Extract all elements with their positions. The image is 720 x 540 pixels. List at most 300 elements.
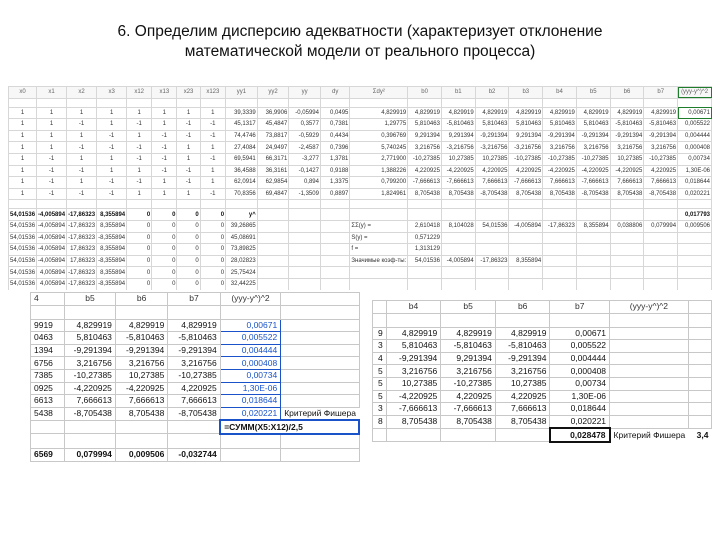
stat-extra: -4,005894 [441, 255, 475, 267]
sheet-cell: 0,020221 [678, 188, 712, 200]
empty-cell [281, 395, 359, 408]
sheet-cell: 73,8817 [257, 130, 289, 142]
empty-cell [281, 305, 359, 319]
lower-cell: 8,355894 [97, 244, 127, 256]
sheet-lower-row [9, 278, 712, 290]
sheet-cell: 74,4746 [226, 130, 258, 142]
sheet-cell: 1 [9, 142, 37, 154]
sheet-cell: 0,7396 [320, 142, 349, 154]
panel-cell: 7,666613 [168, 395, 220, 408]
empty-cell [688, 403, 711, 416]
panel-cell: 5 [373, 365, 387, 378]
sheet-cell: -1 [67, 165, 97, 177]
panel-cell: 0,00734 [550, 377, 610, 390]
lower-cell: 54,01536 [9, 255, 37, 267]
empty-cell [576, 244, 610, 256]
stat-label: Значимые коэф-ты: [350, 255, 408, 267]
sheet-cell: 0,8897 [320, 188, 349, 200]
panel-cell: -8,705438 [168, 407, 220, 420]
empty-cell [610, 327, 689, 340]
sheet-cell: 1 [9, 153, 37, 165]
empty-cell [220, 434, 281, 449]
empty-cell [495, 313, 550, 327]
criterion-label: Критерий Фишера [284, 408, 356, 419]
lower-cell: -8,355894 [97, 278, 127, 290]
column-header: b6 [610, 87, 644, 99]
sheet-cell: 69,5941 [226, 153, 258, 165]
sheet-cell: 1 [97, 107, 127, 119]
empty-cell [610, 232, 644, 244]
sheet-cell: 1,3375 [320, 177, 349, 189]
empty-cell [543, 98, 577, 107]
panel-cell: 4,829919 [168, 319, 220, 332]
left-blank-row [31, 434, 360, 449]
sheet-cell: -7,666613 [576, 177, 610, 189]
empty-cell [610, 415, 689, 428]
bottom-cell: -0,032744 [168, 448, 220, 461]
panel-cell: -5,810463 [495, 340, 550, 353]
sheet-cell: -1 [97, 142, 127, 154]
panel-cell: 3,216756 [495, 365, 550, 378]
sheet-cell: 69,4847 [257, 188, 289, 200]
lower-cell: 0 [200, 255, 225, 267]
sheet-cell: 10,27385 [441, 153, 475, 165]
lower-cell: -17,86323 [67, 278, 97, 290]
empty-cell [688, 327, 711, 340]
column-header: x123 [200, 87, 225, 99]
empty-cell [688, 415, 711, 428]
lower-cell: -17,86323 [67, 267, 97, 279]
coef-cell [509, 209, 543, 221]
sheet-cell: 0,005522 [678, 119, 712, 131]
lower-cell: 8,355894 [97, 267, 127, 279]
empty-cell [688, 352, 711, 365]
panel-cell: 4,220925 [495, 390, 550, 403]
title-line-1: 6. Определим дисперсию адекватности (характеризует отклонение [117, 23, 603, 40]
sheet-cell: 1 [177, 153, 200, 165]
coef-cell: 54,01536 [9, 209, 37, 221]
lower-cell: 0 [152, 278, 177, 290]
panel-cell: -7,666613 [386, 403, 441, 416]
lower-cell: 0 [200, 267, 225, 279]
sheet-cell: 8,705438 [543, 188, 577, 200]
empty-cell [257, 267, 289, 279]
empty-cell [168, 420, 220, 434]
panel-cell: 0,00671 [550, 327, 610, 340]
panel-cell: -10,27385 [441, 377, 496, 390]
formula-cell: =СУММ(X5:X12)/2,5 [220, 420, 359, 434]
panel-cell: 5 [373, 390, 387, 403]
empty-cell [543, 232, 577, 244]
column-header: (yyy-y^)^2 [678, 87, 712, 99]
stat-extra: -17,86323 [475, 255, 509, 267]
empty-cell [67, 98, 97, 107]
empty-cell [281, 319, 359, 332]
sheet-cell: 1 [9, 107, 37, 119]
stat-label: S(y) = [350, 232, 408, 244]
sheet-cell: -1 [37, 165, 67, 177]
lower-cell: 0 [127, 278, 152, 290]
empty-cell [441, 98, 475, 107]
empty-cell [644, 267, 678, 279]
empty-cell [281, 369, 359, 382]
lower-cell: -17,86323 [67, 232, 97, 244]
sheet-cell: -10,27385 [408, 153, 442, 165]
stat-extra: 0,038806 [610, 220, 644, 232]
panel-cell: -4,220925 [65, 382, 116, 395]
panel-cell: 5438 [31, 407, 65, 420]
column-header: b6 [115, 293, 167, 306]
empty-cell [678, 200, 712, 209]
empty-cell [373, 428, 387, 442]
left-zoom-panel [30, 292, 360, 462]
criterion-value: 3,4 [696, 429, 709, 440]
sheet-header-row [9, 87, 712, 99]
sheet-cell: -1 [152, 130, 177, 142]
sheet-cell: -8,705438 [475, 188, 509, 200]
sheet-cell: 1 [37, 119, 67, 131]
panel-cell: 0,018644 [220, 395, 281, 408]
lower-cell: 0 [152, 232, 177, 244]
lower-cell: -8,355894 [97, 232, 127, 244]
stat-extra: -17,86323 [543, 220, 577, 232]
sheet-cell: 66,3171 [257, 153, 289, 165]
sheet-cell: 0,00671 [678, 107, 712, 119]
panel-cell: 4,829919 [115, 319, 167, 332]
sheet-cell: -9,291394 [543, 130, 577, 142]
empty-cell [320, 232, 349, 244]
sheet-cell: 1 [200, 177, 225, 189]
empty-cell [177, 98, 200, 107]
sheet-cell: -1 [152, 142, 177, 154]
panel-cell: 3 [373, 340, 387, 353]
spreadsheet-overview [8, 86, 712, 290]
sheet-cell: 4,220925 [644, 165, 678, 177]
panel-cell: 9,291394 [441, 352, 496, 365]
sheet-cell: 36,4588 [226, 165, 258, 177]
panel-cell: 10,27385 [115, 369, 167, 382]
coef-cell [644, 209, 678, 221]
empty-cell [441, 244, 475, 256]
column-header: x2 [67, 87, 97, 99]
empty-cell [441, 267, 475, 279]
bottom-cell: 6569 [31, 448, 65, 461]
empty-cell [350, 98, 408, 107]
coef-cell [543, 209, 577, 221]
lower-cell: -4,005894 [37, 232, 67, 244]
empty-cell [678, 232, 712, 244]
sheet-data-row [9, 177, 712, 189]
panel-cell: -9,291394 [115, 344, 167, 357]
sheet-cell: 45,1317 [226, 119, 258, 131]
slide-title [60, 22, 660, 62]
sheet-cell: 1 [177, 142, 200, 154]
panel-cell: 0,00734 [220, 369, 281, 382]
sheet-cell: 62,9854 [257, 177, 289, 189]
panel-cell: 0,000408 [550, 365, 610, 378]
empty-cell [65, 434, 116, 449]
left-data-row [31, 319, 360, 332]
empty-cell [320, 278, 349, 290]
sheet-cell: -7,666613 [408, 177, 442, 189]
empty-cell [320, 200, 349, 209]
empty-cell [610, 403, 689, 416]
lower-cell: 54,01536 [9, 220, 37, 232]
empty-cell [408, 267, 442, 279]
panel-cell: 10,27385 [495, 377, 550, 390]
sheet-cell: -3,216756 [441, 142, 475, 154]
sheet-cell: 3,216756 [543, 142, 577, 154]
stat-value: 1,313129 [408, 244, 442, 256]
empty-cell [289, 98, 321, 107]
panel-cell: 8,705438 [495, 415, 550, 428]
lower-cell: 54,01536 [9, 278, 37, 290]
panel-cell: 0,004444 [220, 344, 281, 357]
right-data-row [373, 403, 712, 416]
empty-cell [408, 200, 442, 209]
sheet-cell: -1 [200, 153, 225, 165]
sheet-cell: -9,291394 [576, 130, 610, 142]
stat-extra: 8,355894 [509, 255, 543, 267]
sheet-cell: -1 [97, 177, 127, 189]
panel-cell: 6756 [31, 357, 65, 370]
empty-cell [289, 232, 321, 244]
empty-cell [97, 98, 127, 107]
empty-cell [289, 255, 321, 267]
sheet-cell: -8,705438 [576, 188, 610, 200]
sheet-cell: 3,216756 [610, 142, 644, 154]
sheet-cell: 1 [127, 188, 152, 200]
panel-cell: 3,216756 [65, 357, 116, 370]
coef-cell [610, 209, 644, 221]
coef-cell [441, 209, 475, 221]
empty-cell [168, 434, 220, 449]
sheet-cell: -9,291394 [475, 130, 509, 142]
sheet-cell: 45,4847 [257, 119, 289, 131]
panel-cell: 3,216756 [115, 357, 167, 370]
sheet-data-row [9, 130, 712, 142]
left-formula-row [31, 420, 360, 434]
empty-cell [289, 267, 321, 279]
empty-cell [281, 332, 359, 345]
sheet-cell: 0,7381 [320, 119, 349, 131]
criterion-label: Критерий Фишера [613, 429, 686, 440]
empty-cell [509, 278, 543, 290]
sheet-cell: 4,829919 [441, 107, 475, 119]
sheet-cell: 1 [177, 188, 200, 200]
sheet-data-row [9, 188, 712, 200]
empty-cell [441, 313, 496, 327]
lower-cell: 54,01536 [9, 244, 37, 256]
sheet-cell: -4,220925 [610, 165, 644, 177]
sheet-cell: -10,27385 [644, 153, 678, 165]
sheet-data-row [9, 119, 712, 131]
sheet-lower-row [9, 220, 712, 232]
empty-cell [644, 244, 678, 256]
empty-cell [350, 200, 408, 209]
empty-cell [168, 305, 220, 319]
column-header: yy1 [226, 87, 258, 99]
empty-cell [31, 420, 65, 434]
panel-cell: 5 [373, 377, 387, 390]
empty-cell [543, 200, 577, 209]
empty-cell [226, 200, 258, 209]
column-header: b1 [441, 87, 475, 99]
sheet-blank-row [9, 98, 712, 107]
column-header: b7 [644, 87, 678, 99]
empty-cell [320, 244, 349, 256]
empty-cell [495, 428, 550, 442]
empty-cell [373, 301, 387, 314]
sheet-cell: 10,27385 [475, 153, 509, 165]
empty-cell [475, 200, 509, 209]
lower-cell: 32,44225 [226, 278, 258, 290]
panel-cell: 8,705438 [386, 415, 441, 428]
sheet-cell: 7,666613 [644, 177, 678, 189]
panel-cell: 3 [373, 403, 387, 416]
sheet-cell: 7,666613 [610, 177, 644, 189]
empty-cell [644, 255, 678, 267]
sheet-cell: -1 [152, 153, 177, 165]
sheet-cell: -1 [200, 119, 225, 131]
coef-cell: 8,355894 [97, 209, 127, 221]
sheet-cell: 1 [97, 119, 127, 131]
empty-cell [386, 313, 441, 327]
sheet-cell: -1 [67, 119, 97, 131]
left-zoom-table [30, 292, 360, 462]
empty-cell [115, 420, 167, 434]
panel-cell: 5,810463 [386, 340, 441, 353]
stat-extra: 0,079994 [644, 220, 678, 232]
panel-cell: 7,666613 [495, 403, 550, 416]
column-header: x0 [9, 87, 37, 99]
sheet-cell: 1 [127, 165, 152, 177]
panel-cell: 0,005522 [220, 332, 281, 345]
sheet-cell: -8,705438 [644, 188, 678, 200]
panel-cell: 9 [373, 327, 387, 340]
lower-cell: -17,86323 [67, 220, 97, 232]
empty-cell [31, 305, 65, 319]
panel-cell: 8 [373, 415, 387, 428]
empty-cell [257, 200, 289, 209]
sheet-cell: 1 [67, 107, 97, 119]
empty-cell [509, 244, 543, 256]
left-blank-row [31, 305, 360, 319]
panel-cell: -5,810463 [168, 332, 220, 345]
empty-cell [152, 200, 177, 209]
lower-cell: 0 [177, 232, 200, 244]
panel-cell: 10,27385 [386, 377, 441, 390]
panel-cell: 7385 [31, 369, 65, 382]
sheet-cell: 1 [200, 165, 225, 177]
panel-cell: -9,291394 [65, 344, 116, 357]
sheet-cell: 4,829919 [644, 107, 678, 119]
sheet-cell: -9,291394 [644, 130, 678, 142]
empty-cell [644, 278, 678, 290]
column-header: yy2 [257, 87, 289, 99]
stat-extra: -4,005894 [509, 220, 543, 232]
panel-cell: 4,220925 [441, 390, 496, 403]
stat-value: 0,571229 [408, 232, 442, 244]
empty-cell [152, 98, 177, 107]
sheet-cell: 1 [200, 142, 225, 154]
panel-cell: 5,810463 [65, 332, 116, 345]
empty-cell [257, 278, 289, 290]
sheet-cell: 1 [9, 177, 37, 189]
lower-cell: 0 [200, 232, 225, 244]
sheet-cell: 62,0914 [226, 177, 258, 189]
column-header: x23 [177, 87, 200, 99]
lower-cell: 0 [200, 278, 225, 290]
empty-cell [576, 200, 610, 209]
panel-cell: 0,020221 [550, 415, 610, 428]
sheet-cell: 36,3161 [257, 165, 289, 177]
sheet-lower-row [9, 267, 712, 279]
left-data-row [31, 357, 360, 370]
empty-cell [37, 98, 67, 107]
stat-extra: 0,009506 [678, 220, 712, 232]
empty-cell [289, 200, 321, 209]
sheet-cell: 0,4434 [320, 130, 349, 142]
empty-cell [610, 267, 644, 279]
sheet-cell: 9,291394 [441, 130, 475, 142]
column-header: b7 [168, 293, 220, 306]
coef-cell [350, 209, 408, 221]
empty-cell [543, 244, 577, 256]
lower-cell: 0 [177, 244, 200, 256]
sheet-cell: 8,705438 [610, 188, 644, 200]
empty-cell [610, 365, 689, 378]
lower-cell: 0 [127, 255, 152, 267]
right-data-row [373, 365, 712, 378]
column-header: b5 [576, 87, 610, 99]
sheet-cell: 4,220925 [408, 165, 442, 177]
empty-cell [610, 200, 644, 209]
sheet-cell: -1 [37, 177, 67, 189]
sheet-cell: 8,705438 [509, 188, 543, 200]
sheet-cell: 1 [9, 119, 37, 131]
left-data-row [31, 382, 360, 395]
coef-cell [257, 209, 289, 221]
sheet-blank-row [9, 200, 712, 209]
panel-cell: 1394 [31, 344, 65, 357]
stat-extra: 8,355894 [576, 220, 610, 232]
sheet-cell: 0,004444 [678, 130, 712, 142]
sheet-cell: 27,4084 [226, 142, 258, 154]
left-data-row [31, 407, 360, 420]
panel-cell: -9,291394 [168, 344, 220, 357]
sheet-data-row [9, 142, 712, 154]
sheet-cell: 4,829919 [610, 107, 644, 119]
panel-cell: 9919 [31, 319, 65, 332]
lower-cell: 0 [177, 267, 200, 279]
sheet-cell: 5,810463 [576, 119, 610, 131]
sheet-cell: -9,291394 [610, 130, 644, 142]
empty-cell [644, 98, 678, 107]
empty-cell [688, 301, 711, 314]
empty-cell [127, 98, 152, 107]
sheet-cell: 0,018644 [678, 177, 712, 189]
empty-cell [576, 278, 610, 290]
empty-cell [610, 278, 644, 290]
empty-cell [576, 267, 610, 279]
panel-cell: 0,000408 [220, 357, 281, 370]
column-header: b2 [475, 87, 509, 99]
empty-cell [678, 244, 712, 256]
sheet-cell: -4,220925 [576, 165, 610, 177]
sheet-cell: 1 [9, 165, 37, 177]
sheet-lower-row [9, 255, 712, 267]
